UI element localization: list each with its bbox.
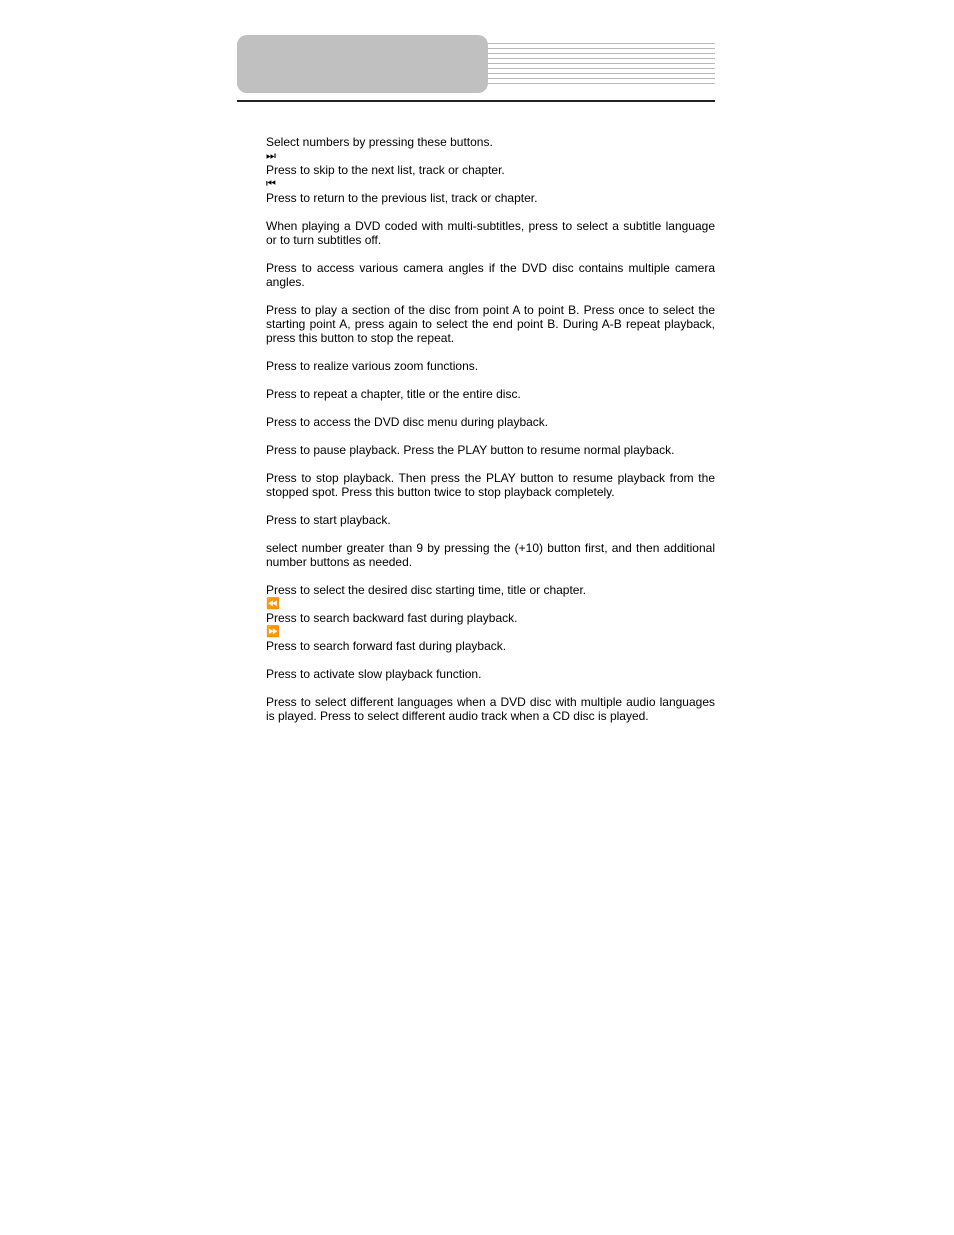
zoom-text: Press to realize various zoom functions. [266,359,479,373]
entry-subtitle [266,219,715,247]
stop-text: Press to stop playback. Then press the PLAY button to resume playback from the stopped spot. Press this button twice to stop playback completely. [266,471,715,499]
entry-numbers [266,135,715,149]
entry-ab-repeat [266,303,715,345]
entry-repeat [266,387,715,401]
entry-next [266,149,715,177]
forward-text: Press to search forward fast during playback. [266,639,507,653]
entry-goto [266,583,715,597]
entry-slow [266,667,715,681]
plus10-text: select number greater than 9 by pressing the (+10) button first, and then additional number buttons as needed. [266,541,715,569]
play-text: Press to start playback. [266,513,391,527]
entry-angle [266,261,715,289]
rewind-text: Press to search backward fast during playback. [266,611,518,625]
entry-prev [266,177,715,205]
entry-rewind [266,597,715,625]
entry-menu [266,415,715,429]
header-rule [237,100,715,102]
header-tab [237,35,488,93]
entry-audio [266,695,715,723]
angle-text: Press to access various camera angles if the DVD disc contains multiple camera angles. [266,261,715,289]
entry-stop [266,471,715,499]
skip-previous-icon: ⏮ [266,177,276,190]
skip-next-icon: ⏭ [266,149,276,162]
header-decorative-lines [488,43,715,89]
prev-text: Press to return to the previous list, track or chapter. [266,191,538,205]
menu-text: Press to access the DVD disc menu during playback. [266,415,549,429]
subtitle-text: When playing a DVD coded with multi-subtitles, press to select a subtitle language or to turn subtitles off. [266,219,715,247]
fast-forward-icon: ⏩ [266,625,280,638]
entry-zoom [266,359,715,373]
fast-rewind-icon: ⏪ [266,597,280,610]
entry-forward [266,625,715,653]
numbers-text: Select numbers by pressing these buttons. [266,135,493,149]
button-descriptions [266,135,715,737]
pause-text: Press to pause playback. Press the PLAY button to resume normal playback. [266,443,675,457]
goto-text: Press to select the desired disc starting time, title or chapter. [266,583,587,597]
entry-plus10 [266,541,715,569]
entry-pause [266,443,715,457]
slow-text: Press to activate slow playback function. [266,667,482,681]
repeat-text: Press to repeat a chapter, title or the entire disc. [266,387,521,401]
audio-text: Press to select different languages when a DVD disc with multiple audio languages is played. Press to select different audio track when a CD disc is played. [266,695,715,723]
ab-repeat-text: Press to play a section of the disc from point A to point B. Press once to select the starting point A, press again to select the end point B. During A-B repeat playback, press this button to stop the repeat. [266,303,715,345]
entry-play [266,513,715,527]
next-text: Press to skip to the next list, track or chapter. [266,163,505,177]
